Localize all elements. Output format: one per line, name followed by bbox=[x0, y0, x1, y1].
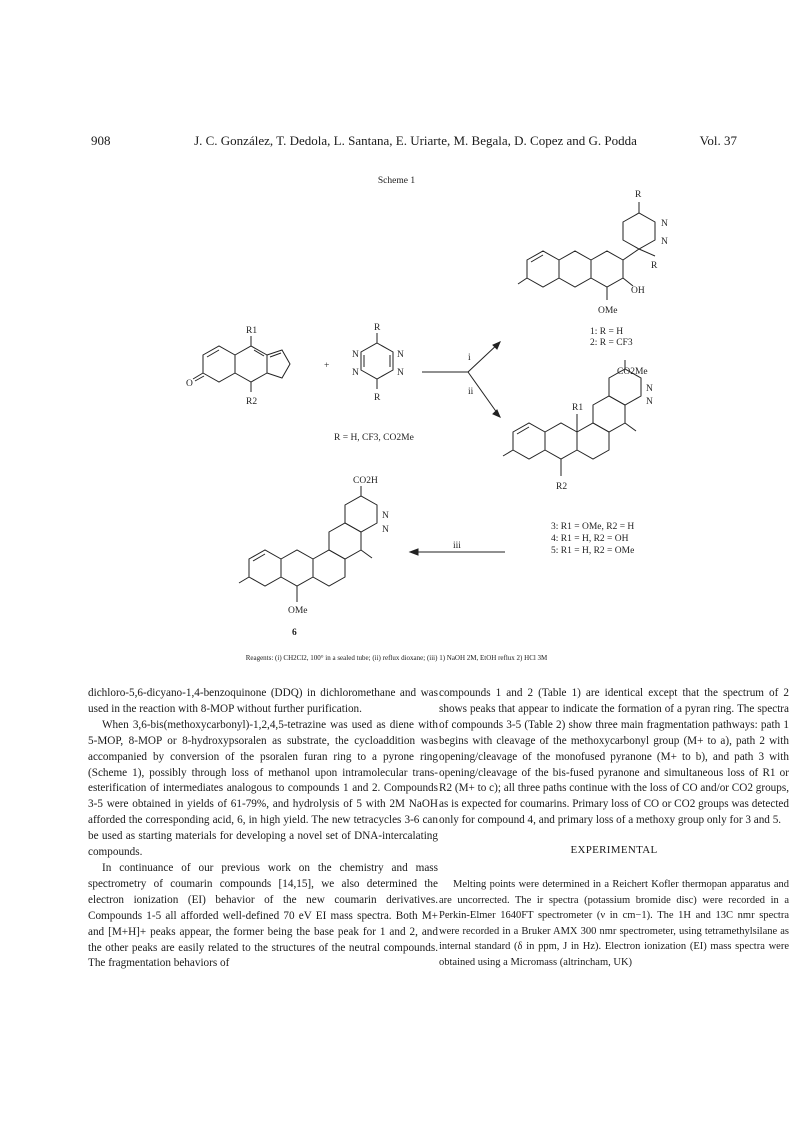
compound-5-label: 5: R1 = H, R2 = OMe bbox=[551, 546, 635, 556]
product-6-N1: N bbox=[382, 511, 389, 521]
experimental-heading: EXPERIMENTAL bbox=[570, 844, 658, 857]
product-mid-R2: R2 bbox=[556, 482, 568, 492]
left-paragraph-1: dichloro-5,6-dicyano-1,4-benzoquinone (DDQ) in dichloromethane and was used in the reaction with 8-MOP without further purification. bbox=[88, 687, 438, 715]
tetrazine-structure bbox=[361, 333, 393, 389]
product-mid-CO2Me: CO2Me bbox=[617, 367, 648, 377]
substituent-note: R = H, CF3, CO2Me bbox=[334, 433, 414, 443]
reactant1-R1: R1 bbox=[246, 326, 258, 336]
compound-4-label: 4: R1 = H, R2 = OH bbox=[551, 534, 629, 544]
plus-sign: + bbox=[324, 361, 330, 371]
left-column bbox=[88, 686, 438, 972]
product-6-OMe: OMe bbox=[288, 606, 308, 616]
right-column bbox=[439, 686, 789, 971]
tetrazine-N4: N bbox=[352, 368, 359, 378]
compound-6-label: 6 bbox=[292, 628, 297, 638]
product-top-N2: N bbox=[661, 237, 668, 247]
arrow-label-iii: iii bbox=[453, 541, 461, 551]
product-mid-R1: R1 bbox=[572, 403, 584, 413]
psoralen-structure bbox=[193, 336, 290, 392]
arrow-label-ii: ii bbox=[468, 387, 474, 397]
compound-2-label: 2: R = CF3 bbox=[590, 338, 633, 348]
reactant1-R2: R2 bbox=[246, 397, 258, 407]
product-top-N1: N bbox=[661, 219, 668, 229]
product-mid-N1: N bbox=[646, 384, 653, 394]
product-top-OH: OH bbox=[631, 286, 645, 296]
product-6-N2: N bbox=[382, 525, 389, 535]
page-number: 908 bbox=[91, 133, 111, 148]
reactant1-carbonyl-O: O bbox=[186, 379, 193, 389]
product-mid-structure bbox=[503, 360, 641, 476]
tetrazine-N2: N bbox=[397, 368, 404, 378]
left-paragraph-2: When 3,6-bis(methoxycarbonyl)-1,2,4,5-tetrazine was used as diene with 5-MOP, 8-MOP or 8-hydroxypsoralen as substrate, the cycloaddition was accompanied by conversion of the psoralen furan ring to a pyrone ring (Scheme 1), possibly through loss of methanol upon intramolecular trans-esterification of intermediates analogous to compounds 1 and 2. Compounds 3-5 were obtained in yields of 61-79%, and hydrolysis of 5 with 2M NaOH afforded the corresponding acid, 6, in high yield. The new tetracycles 3-6 can be used as starting materials for developing a novel set of DNA-intercalating compounds. bbox=[88, 718, 438, 859]
left-paragraph-3: In continuance of our previous work on the chemistry and mass spectrometry of coumarin compounds [14,15], we also determined the electron ionization (EI) behavior of the new coumarin derivatives. Compounds 1-5 all afforded well-defined 70 eV EI mass spectra. Both M+ and [M+H]+ peaks appear, the former being the base peak for 1 and 2, and the other peaks are easily related to the structures of the neutral compounds. The fragmentation behaviors of bbox=[88, 861, 438, 970]
right-paragraph-2: Melting points were determined in a Reichert Kofler thermopan apparatus and are uncorrected. The ir spectra (potassium bromide disc) were recorded in a Perkin-Elmer 1640FT spectrometer (ν in cm−1). The 1H and 13C nmr spectra were recorded in a Bruker AMX 300 nmr spectrometer, using tetramethylsilane as internal standard (δ in ppm, J in Hz). Electron ionization (EI) mass spectra were obtained using a Micromass (altrincham, UK) bbox=[439, 879, 789, 969]
right-paragraph-1: compounds 1 and 2 (Table 1) are identical except that the spectrum of 2 shows peaks that appear to indicate the formation of a pyran ring. The spectra of compounds 3-5 (Table 2) show three main fragmentation pathways: path 1 begins with cleavage of the methoxycarbonyl group (M+ to a), path 2 with opening/cleavage of the monofused pyranone (M+ to b), and path 3 with opening/cleavage of the bis-fused pyranone and simultaneous loss of R1 or R2 (M+ to c); all three paths continue with the loss of CO and/or CO2 groups, as is expected for coumarins. Primary loss of CO or CO2 groups was detected only for compound 4, and primary loss of a methoxy group only for 3 and 5. bbox=[439, 687, 789, 827]
tetrazine-N1: N bbox=[397, 350, 404, 360]
arrow-label-i: i bbox=[468, 353, 471, 363]
tetrazine-R-top: R bbox=[374, 323, 381, 333]
product-mid-N2: N bbox=[646, 397, 653, 407]
compound-1-label: 1: R = H bbox=[590, 327, 624, 337]
product-6-structure bbox=[239, 486, 377, 602]
reagents-caption: Reagents: (i) CH2Cl2, 100° in a sealed tube; (ii) reflux dioxane; (iii) 1) NaOH 2M, EtOH reflux 2) HCl 3M bbox=[245, 654, 548, 662]
product-top-R: R bbox=[635, 190, 642, 200]
product-top-OMe: OMe bbox=[598, 306, 618, 316]
compound-3-label: 3: R1 = OMe, R2 = H bbox=[551, 522, 635, 532]
forward-arrows bbox=[422, 342, 500, 417]
product-top-R2: R bbox=[651, 261, 658, 271]
scheme-title: Scheme 1 bbox=[377, 176, 416, 186]
volume-label: Vol. 37 bbox=[699, 133, 737, 148]
author-line: J. C. González, T. Dedola, L. Santana, E. Uriarte, M. Begala, D. Copez and G. Podda bbox=[194, 133, 637, 148]
tetrazine-R-bottom: R bbox=[374, 393, 381, 403]
tetrazine-N3: N bbox=[352, 350, 359, 360]
product-6-CO2H: CO2H bbox=[353, 476, 378, 486]
